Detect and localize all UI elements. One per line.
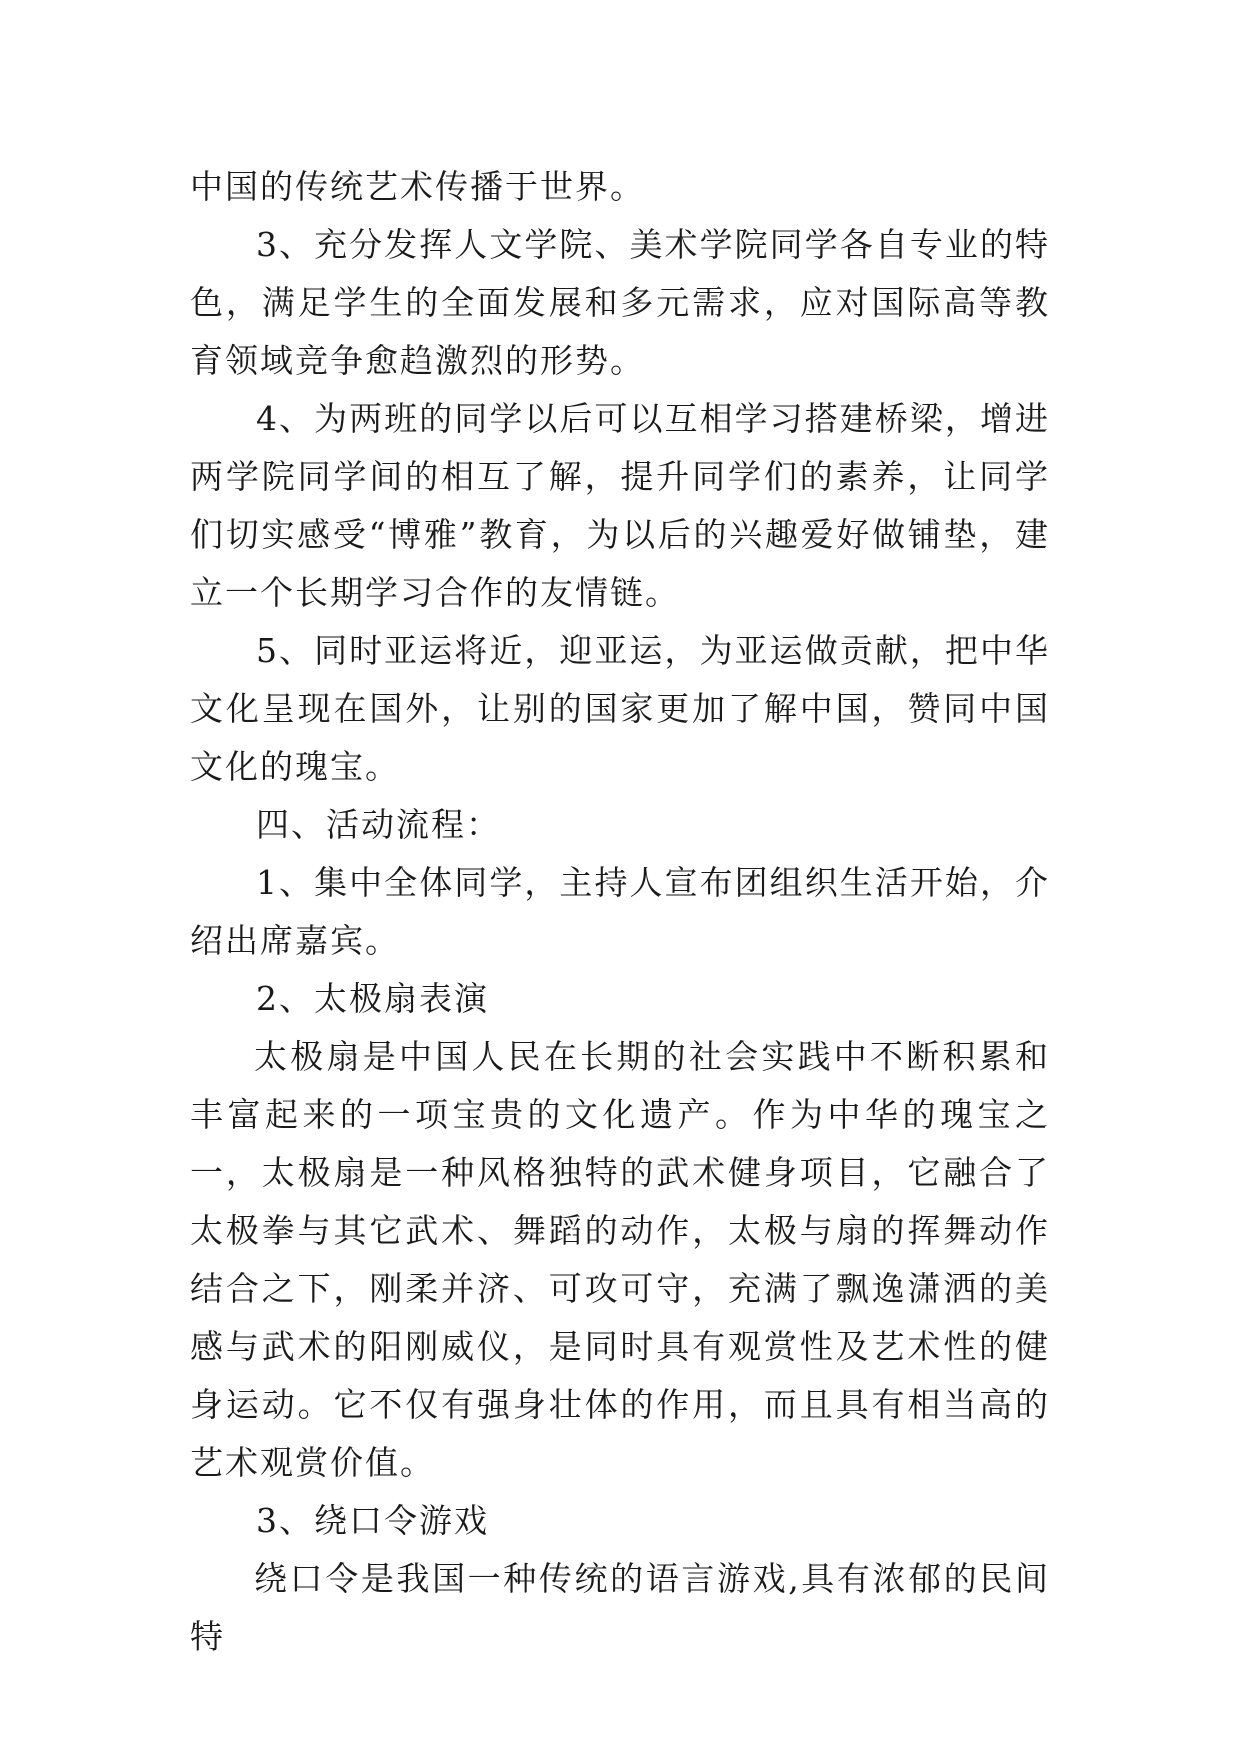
paragraph-tongue-twister: 绕口令是我国一种传统的语言游戏,具有浓郁的民间特: [190, 1559, 1050, 1656]
paragraph-step-1: 1、集中全体同学，主持人宣布团组织生活开始，介绍出席嘉宾。: [190, 863, 1050, 960]
paragraph-step-3-heading: 3、绕口令游戏: [256, 1501, 489, 1540]
paragraph-taiji-fan: 太极扇是中国人民在长期的社会实践中不断积累和丰富起来的一项宝贵的文化遗产。作为中华的瑰宝之一，太极扇是一种风格独特的武术健身项目，它融合了太极拳与其它武术、舞蹈的动作，太极与扇的挥舞动作结合之下，刚柔并济、可攻可守，充满了飘逸潇洒的美感与武术的阳刚威仪，是同时具有观赏性及艺术性的健身运动。它不仅有强身壮体的作用，而且具有相当高的艺术观赏价值。: [190, 1037, 1050, 1482]
document-body: [190, 158, 1050, 1666]
paragraph-continuation: 中国的传统艺术传播于世界。: [190, 167, 645, 206]
paragraph-item-3: 3、充分发挥人文学院、美术学院同学各自专业的特色，满足学生的全面发展和多元需求，应对国际高等教育领域竞争愈趋激烈的形势。: [190, 225, 1050, 380]
paragraph-item-5: 5、同时亚运将近，迎亚运，为亚运做贡献，把中华文化呈现在国外，让别的国家更加了解中国，赞同中国文化的瑰宝。: [190, 631, 1050, 786]
paragraph-item-4: 4、为两班的同学以后可以互相学习搭建桥梁，增进两学院同学间的相互了解，提升同学们的素养，让同学们切实感受“博雅”教育，为以后的兴趣爱好做铺垫，建立一个长期学习合作的友情链。: [190, 399, 1050, 612]
paragraph-step-2-heading: 2、太极扇表演: [256, 979, 489, 1018]
section-heading-activity-process: 四、活动流程：: [256, 805, 501, 844]
